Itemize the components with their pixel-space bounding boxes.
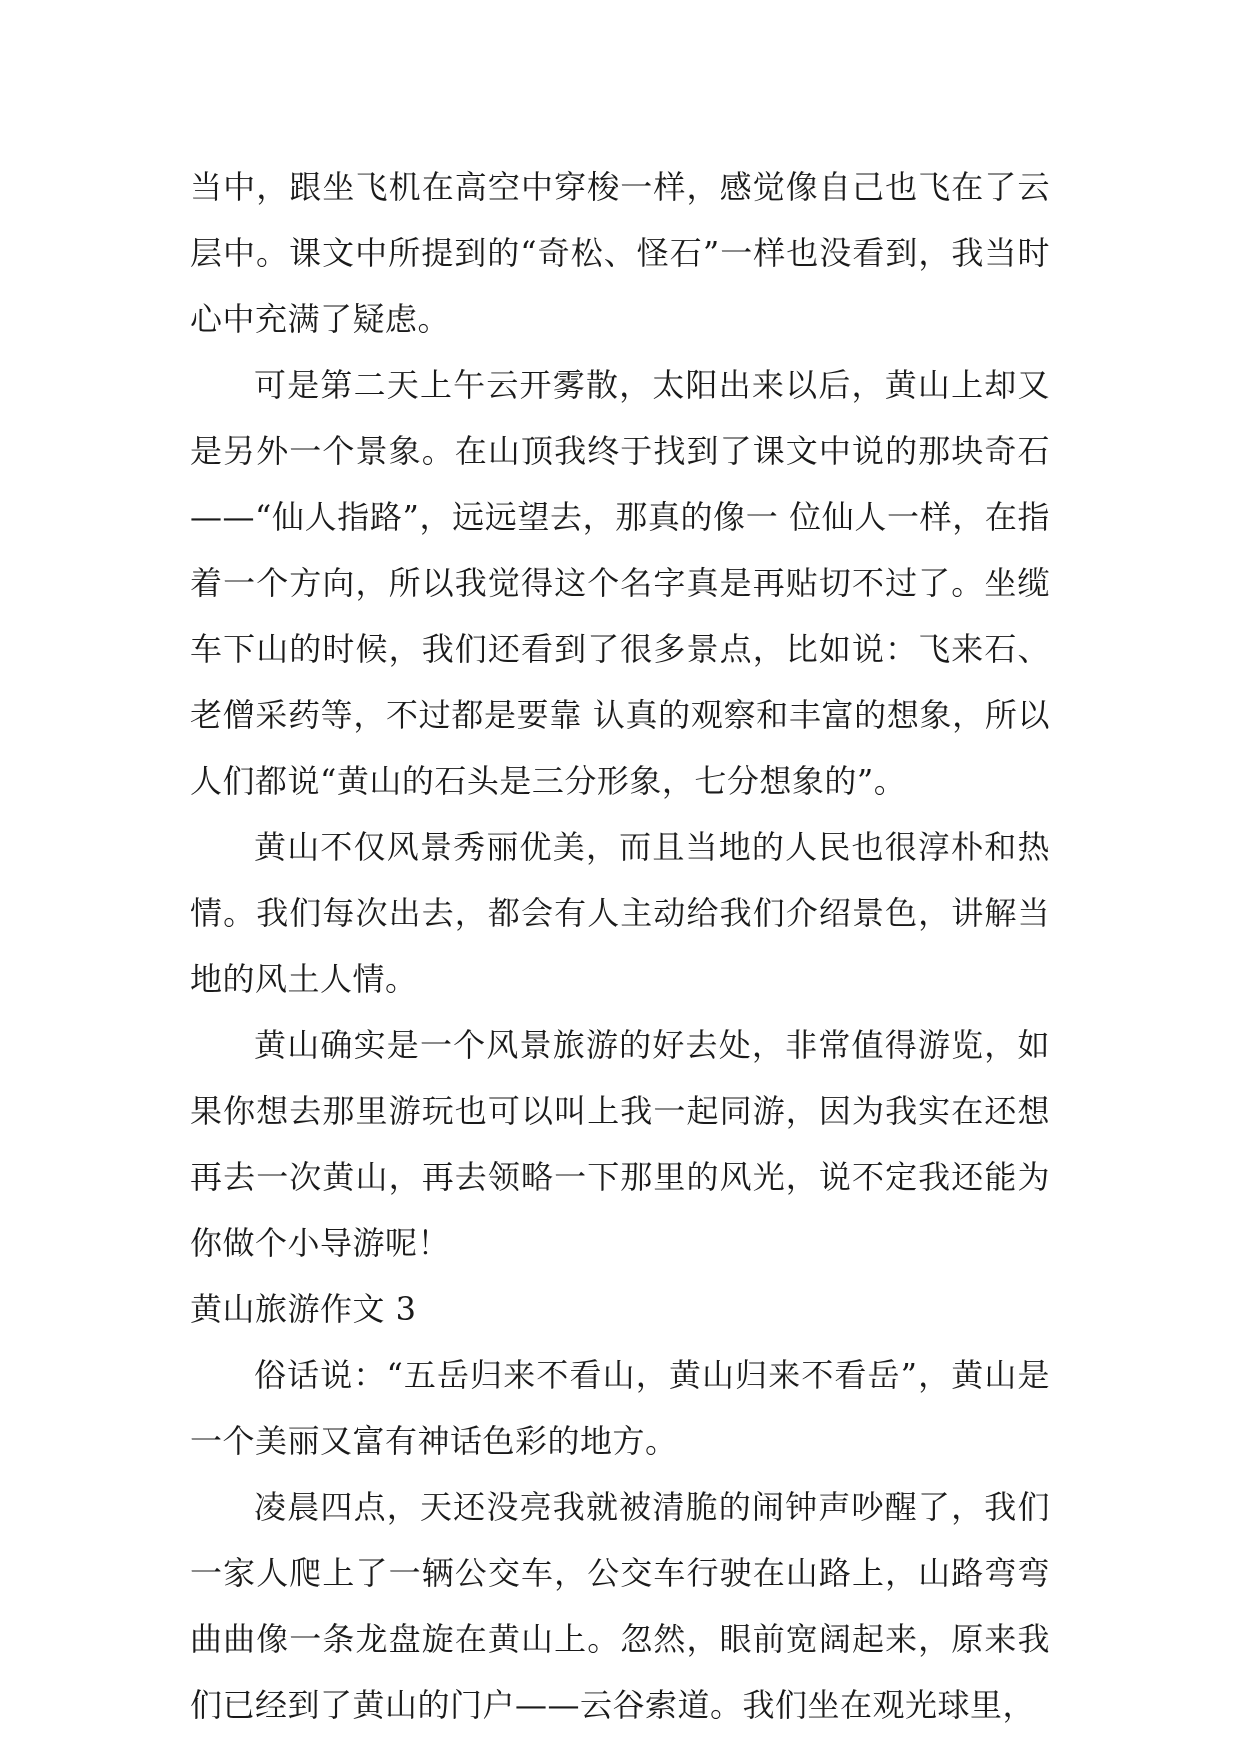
document-page bbox=[190, 154, 1050, 1738]
paragraph-2: 可是第二天上午云开雾散，太阳出来以后，黄山上却又是另外一个景象。在山顶我终于找到了课文中说的那块奇石——“仙人指路”，远远望去，那真的像一 位仙人一样，在指着一个方向，所以我觉得这个名字真是再贴切不过了。坐缆车下山的时候，我们还看到了很多景点，比如说：飞来石、老僧采药等，不过都是要靠 认真的观察和丰富的想象，所以人们都说“黄山的石头是三分形象，七分想象的”。 bbox=[190, 366, 1050, 800]
paragraph-3: 黄山不仅风景秀丽优美，而且当地的人民也很淳朴和热情。我们每次出去，都会有人主动给我们介绍景色，讲解当地的风土人情。 bbox=[190, 828, 1050, 998]
paragraph-4: 黄山确实是一个风景旅游的好去处，非常值得游览，如果你想去那里游玩也可以叫上我一起同游，因为我实在还想再去一次黄山，再去领略一下那里的风光，说不定我还能为你做个小导游呢！ bbox=[190, 1026, 1050, 1262]
section-heading: 黄山旅游作文 3 bbox=[190, 1290, 417, 1328]
paragraph-5: 俗话说：“五岳归来不看山，黄山归来不看岳”，黄山是一个美丽又富有神话色彩的地方。 bbox=[190, 1356, 1050, 1460]
paragraph-1: 当中，跟坐飞机在高空中穿梭一样，感觉像自己也飞在了云层中。课文中所提到的“奇松、怪石”一样也没看到，我当时心中充满了疑虑。 bbox=[190, 168, 1050, 338]
paragraph-6: 凌晨四点，天还没亮我就被清脆的闹钟声吵醒了，我们一家人爬上了一辆公交车，公交车行驶在山路上，山路弯弯曲曲像一条龙盘旋在黄山上。忽然，眼前宽阔起来，原来我们已经到了黄山的门户——云谷索道。我们坐在观光球里， bbox=[190, 1488, 1050, 1724]
